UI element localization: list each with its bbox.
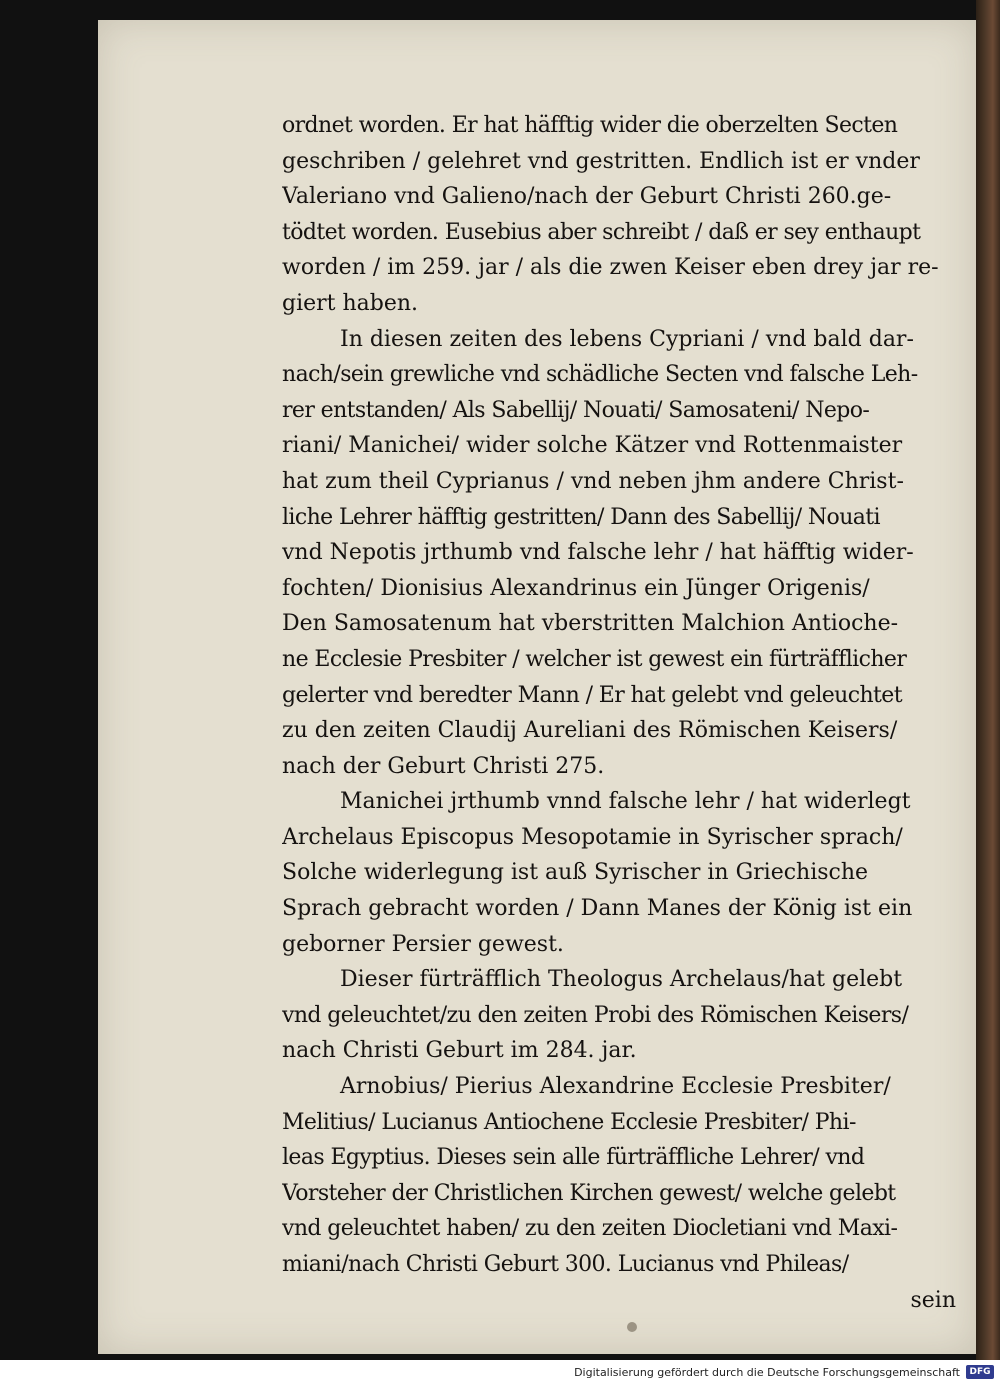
text-line: Den Samosatenum hat vberstritten Malchion Antioche- <box>282 611 899 637</box>
text-line: Manichei jrthumb vnnd falsche lehr / hat widerlegt <box>340 789 911 815</box>
text-line: miani/nach Christi Geburt 300. Lucianus vnd Phileas/ <box>282 1252 849 1277</box>
text-line: Vorsteher der Christlichen Kirchen gewest/ welche gelebt <box>282 1180 896 1206</box>
text-line: Archelaus Episcopus Mesopotamie in Syrischer sprach/ <box>282 824 903 850</box>
text-line: ne Ecclesie Presbiter / welcher ist gewest ein fürträfflicher <box>282 646 907 672</box>
footer-credit: Digitalisierung gefördert durch die Deutsche Forschungsgemeinschaft <box>574 1366 960 1379</box>
footer-bar <box>0 1362 1000 1384</box>
catchword: sein <box>910 1287 956 1313</box>
text-line: geschriben / gelehret vnd gestritten. Endlich ist er vnder <box>282 148 920 174</box>
text-line: geborner Persier gewest. <box>282 931 564 957</box>
text-line: leas Egyptius. Dieses sein alle fürträffliche Lehrer/ vnd <box>282 1145 865 1171</box>
text-line: Melitius/ Lucianus Antiochene Ecclesie Presbiter/ Phi- <box>282 1109 856 1135</box>
text-line: fochten/ Dionisius Alexandrinus ein Jünger Origenis/ <box>282 575 870 601</box>
text-line: gelerter vnd beredter Mann / Er hat gelebt vnd geleuchtet <box>282 682 902 708</box>
text-line: vnd Nepotis jrthumb vnd falsche lehr / hat häfftig wider- <box>282 540 914 566</box>
text-line: nach/sein grewliche vnd schädliche Secten vnd falsche Leh- <box>282 362 918 388</box>
text-line: nach der Geburt Christi 275. <box>282 753 605 779</box>
paper-spot <box>627 1322 637 1332</box>
text-line: vnd geleuchtet/zu den zeiten Probi des Römischen Keisers/ <box>282 1002 909 1028</box>
text-line: Solche widerlegung ist auß Syrischer in Griechische <box>282 860 869 886</box>
text-line: nach Christi Geburt im 284. jar. <box>282 1038 637 1064</box>
text-line: Sprach gebracht worden / Dann Manes der König ist ein <box>282 896 913 922</box>
text-line: ordnet worden. Er hat häfftig wider die oberzelten Secten <box>282 113 898 138</box>
dfg-logo: DFG <box>966 1365 994 1379</box>
text-line: liche Lehrer häfftig gestritten/ Dann des Sabellij/ Nouati <box>282 504 880 530</box>
text-line: rer entstanden/ Als Sabellij/ Nouati/ Samosateni/ Nepo- <box>282 397 870 423</box>
text-line: Valeriano vnd Galieno/nach der Geburt Christi 260.ge- <box>282 184 892 210</box>
text-line: riani/ Manichei/ wider solche Kätzer vnd Rottenmaister <box>282 433 903 459</box>
text-line: worden / im 259. jar / als die zwen Keiser eben drey jar re- <box>282 255 939 281</box>
text-line: tödtet worden. Eusebius aber schreibt / daß er sey enthaupt <box>282 219 921 245</box>
text-line: vnd geleuchtet haben/ zu den zeiten Diocletiani vnd Maxi- <box>282 1216 898 1242</box>
book-edge <box>976 0 1000 1360</box>
text-line: giert haben. <box>282 290 419 316</box>
text-line: In diesen zeiten des lebens Cypriani / vnd bald dar- <box>340 326 914 352</box>
text-line: zu den zeiten Claudij Aureliani des Römischen Keisers/ <box>282 718 898 744</box>
page-text <box>282 108 962 1318</box>
text-line: Arnobius/ Pierius Alexandrine Ecclesie Presbiter/ <box>340 1074 891 1100</box>
text-line: Dieser fürträfflich Theologus Archelaus/hat gelebt <box>340 967 903 993</box>
text-line: hat zum theil Cyprianus / vnd neben jhm andere Christ- <box>282 468 904 494</box>
